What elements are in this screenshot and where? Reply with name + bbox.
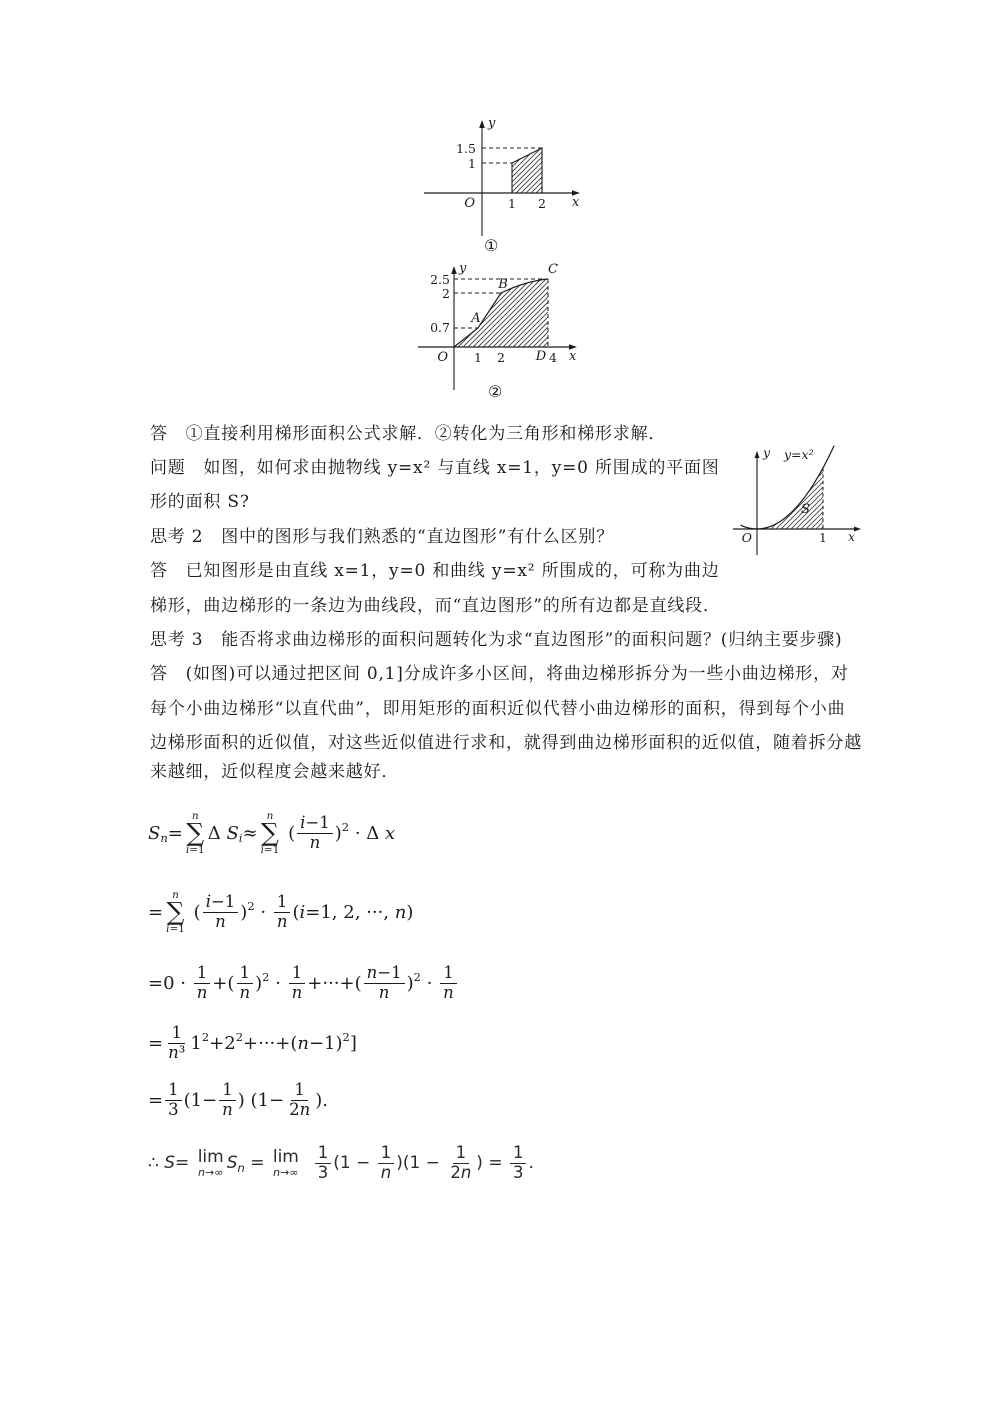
fig1-shaded-trapezoid xyxy=(512,148,542,193)
text-line-3: 形的面积 S? xyxy=(150,492,250,512)
fig3-axes xyxy=(733,451,861,555)
fig2-point-label-C: C xyxy=(548,262,558,277)
text-line-6: 梯形，曲边梯形的一条边为曲线段，而“直边图形”的所有边都是直线段． xyxy=(150,596,721,616)
fig1-ytick-1: 1 xyxy=(468,156,476,171)
text-line-8: 答 (如图)可以通过把区间 0,1]分成许多小区间，将曲边梯形拆分为一些小曲边梯形，对 xyxy=(150,664,849,684)
fig3-shaded-region-S xyxy=(757,468,823,529)
text-line-5: 答 已知图形是由直线 x=1，y=0 和曲线 y=x² 所围成的，可称为曲边 xyxy=(150,561,720,581)
formula-squares-sum: = $\frac{1}{\text{n³}}$ 1 2 +2 2 +···+( n −1) 2 ] xyxy=(148,1022,357,1062)
fig3-x-axis-label: x xyxy=(848,529,856,544)
formula-limit-result: ∴ S = lim n→∞ S n = lim n→∞ $\frac{1}{3}$ (1 − $\frac{1}{n}$ )(1 − $\frac{1}{2n}$ ) = $\frac{1}{3}$ . xyxy=(148,1142,534,1182)
text-line-7: 思考 3 能否将求曲边梯形的面积问题转化为求“直边图形”的面积问题？(归纳主要步骤) xyxy=(150,630,843,650)
fig2-x-axis-label: x xyxy=(569,349,577,364)
fig2-origin-label: O xyxy=(437,350,448,365)
figure-2-polygon-plot xyxy=(412,258,607,398)
formula-sum-approx: S n = n ∑ i=1 Δ S i ≈ n ∑ i=1 ( $\frac{i-1}{n}$ ) 2 · Δ x xyxy=(148,809,396,856)
fig2-point-label-D: D xyxy=(535,349,547,364)
text-line-10: 边梯形面积的近似值，对这些近似值进行求和，就得到曲边梯形面积的近似值，随着拆分越 xyxy=(150,733,862,753)
fig2-ytick-0.7: 0.7 xyxy=(430,320,450,335)
fig3-xtick-1: 1 xyxy=(819,531,827,545)
formula-terms-expanded: =0 · $\frac{1}{n}$ +( $\frac{1}{n}$ ) 2 · $\frac{1}{n}$ +···+( $\frac{n-1}{n}$ ) 2 · $\frac{1}{n}$ xyxy=(148,955,459,1011)
fig3-region-label: S xyxy=(801,502,810,517)
y-axis-arrow-icon xyxy=(755,451,760,458)
text-line-9: 每个小曲边梯形“以直代曲”，即用矩形的面积近似代替小曲边梯形的面积，得到每个小曲 xyxy=(150,699,846,719)
fig1-y-axis-label: y xyxy=(488,116,496,131)
fig3-y-axis-label: y xyxy=(763,445,771,460)
fig2-point-label-B: B xyxy=(498,277,508,292)
fig1-axes xyxy=(424,120,580,236)
fig2-xtick-4: 4 xyxy=(549,350,557,365)
text-line-2: 问题 如图，如何求由抛物线 y=x² 与直线 x=1，y=0 所围成的平面图 xyxy=(150,458,720,478)
fig2-xtick-1: 1 xyxy=(474,350,482,365)
formula-sum-expanded: = n ∑ i=1 ( $\frac{i-1}{n}$ ) 2 · $\frac{1}{n}$ ( i =1, 2, ···, n ) xyxy=(148,888,414,935)
fig1-xtick-1: 1 xyxy=(508,196,516,211)
fig2-xtick-2: 2 xyxy=(497,350,505,365)
fig1-ytick-1.5: 1.5 xyxy=(456,141,476,156)
y-axis-arrow-icon xyxy=(479,120,485,128)
text-line-1: 答 ①直接利用梯形面积公式求解．②转化为三角形和梯形求解． xyxy=(150,424,667,444)
y-axis-arrow-icon xyxy=(451,266,457,274)
fig2-ytick-2.5: 2.5 xyxy=(430,272,450,287)
figure-3-parabola-plot xyxy=(727,443,867,563)
figure-1-caption: ① xyxy=(484,236,499,255)
text-line-4: 思考 2 图中的图形与我们熟悉的“直边图形”有什么区别？ xyxy=(150,527,615,547)
fig3-origin-label: O xyxy=(741,530,752,545)
fig3-curve-label: y=x² xyxy=(784,447,814,462)
figure-2-caption: ② xyxy=(488,382,503,401)
fig2-point-label-A: A xyxy=(471,311,481,326)
figure-1-trapezoid-plot xyxy=(412,112,592,247)
formula-product-form: = $\frac{1}{3}$ (1− $\frac{1}{n}$ ) (1− $\frac{1}{2n}$ ). xyxy=(148,1079,328,1119)
fig1-xtick-2: 2 xyxy=(538,196,546,211)
text-line-11: 来越细，近似程度会越来越好． xyxy=(150,762,400,782)
fig1-origin-label: O xyxy=(464,196,475,211)
fig2-y-axis-label: y xyxy=(459,261,467,276)
fig2-ytick-2: 2 xyxy=(442,286,450,301)
fig1-x-axis-label: x xyxy=(572,195,580,210)
